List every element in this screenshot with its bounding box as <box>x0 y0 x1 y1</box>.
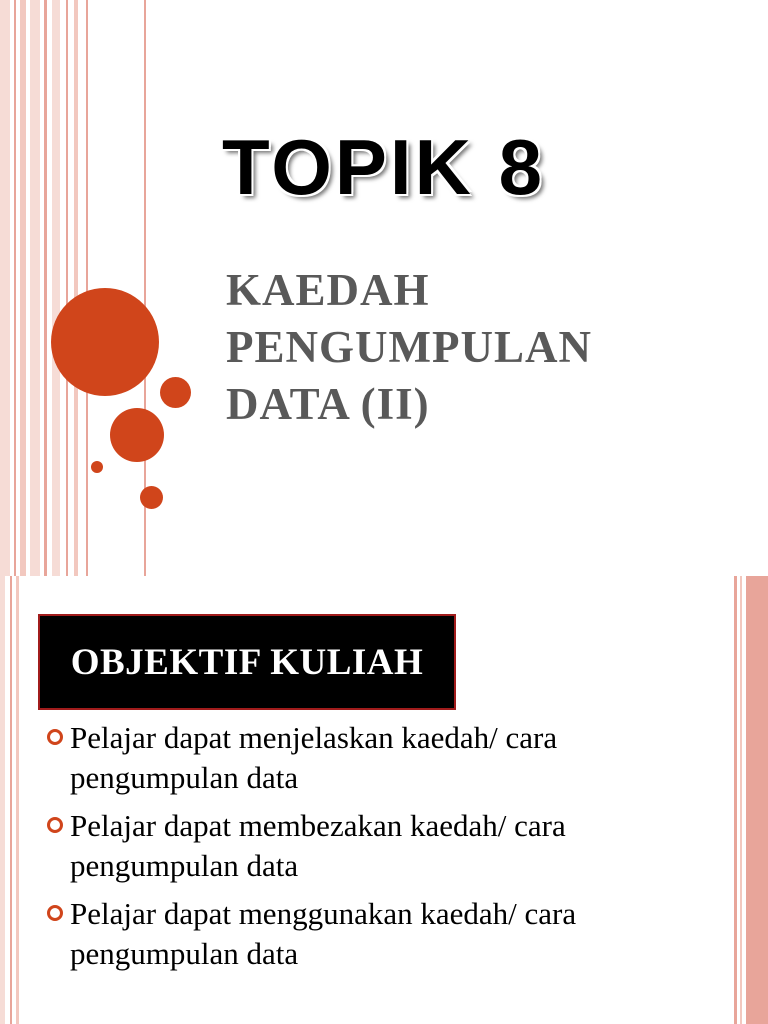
decor-circle-large <box>51 288 159 396</box>
decor-stripe <box>20 0 26 576</box>
decor-stripe <box>0 0 10 576</box>
decor-circle-small <box>160 377 191 408</box>
decor-stripe <box>14 0 16 576</box>
objectives-list <box>44 718 684 982</box>
decor-circle-small <box>140 486 163 509</box>
objectives-heading: OBJEKTIF KULIAH <box>70 641 424 683</box>
slide-title: TOPIK 8 <box>222 123 545 211</box>
decor-stripe <box>52 0 60 576</box>
decor-stripe <box>86 0 88 576</box>
list-item <box>44 806 684 886</box>
decor-stripe <box>734 576 737 1024</box>
bullet-icon <box>47 817 63 833</box>
decor-stripe <box>66 0 68 576</box>
list-item-text: Pelajar dapat menjelaskan kaedah/ cara pengumpulan data <box>70 720 558 795</box>
decor-circle-tiny <box>91 461 103 473</box>
list-item <box>44 718 684 798</box>
decor-stripe <box>10 576 12 1024</box>
objectives-slide <box>0 576 768 1024</box>
list-item-text: Pelajar dapat membezakan kaedah/ cara pengumpulan data <box>70 808 566 883</box>
decor-circle-medium <box>110 408 164 462</box>
decor-stripe <box>74 0 78 576</box>
decor-stripe <box>746 576 768 1024</box>
bullet-icon <box>47 905 63 921</box>
decor-stripe <box>0 576 5 1024</box>
decor-stripe <box>16 576 19 1024</box>
objectives-heading-box <box>38 614 456 710</box>
decor-stripe <box>30 0 40 576</box>
list-item <box>44 894 684 974</box>
decor-stripe <box>740 576 742 1024</box>
bullet-icon <box>47 729 63 745</box>
decor-stripe <box>44 0 47 576</box>
list-item-text: Pelajar dapat menggunakan kaedah/ cara pengumpulan data <box>70 896 577 971</box>
slide-subtitle: KAEDAH PENGUMPULAN DATA (II) <box>226 265 592 429</box>
